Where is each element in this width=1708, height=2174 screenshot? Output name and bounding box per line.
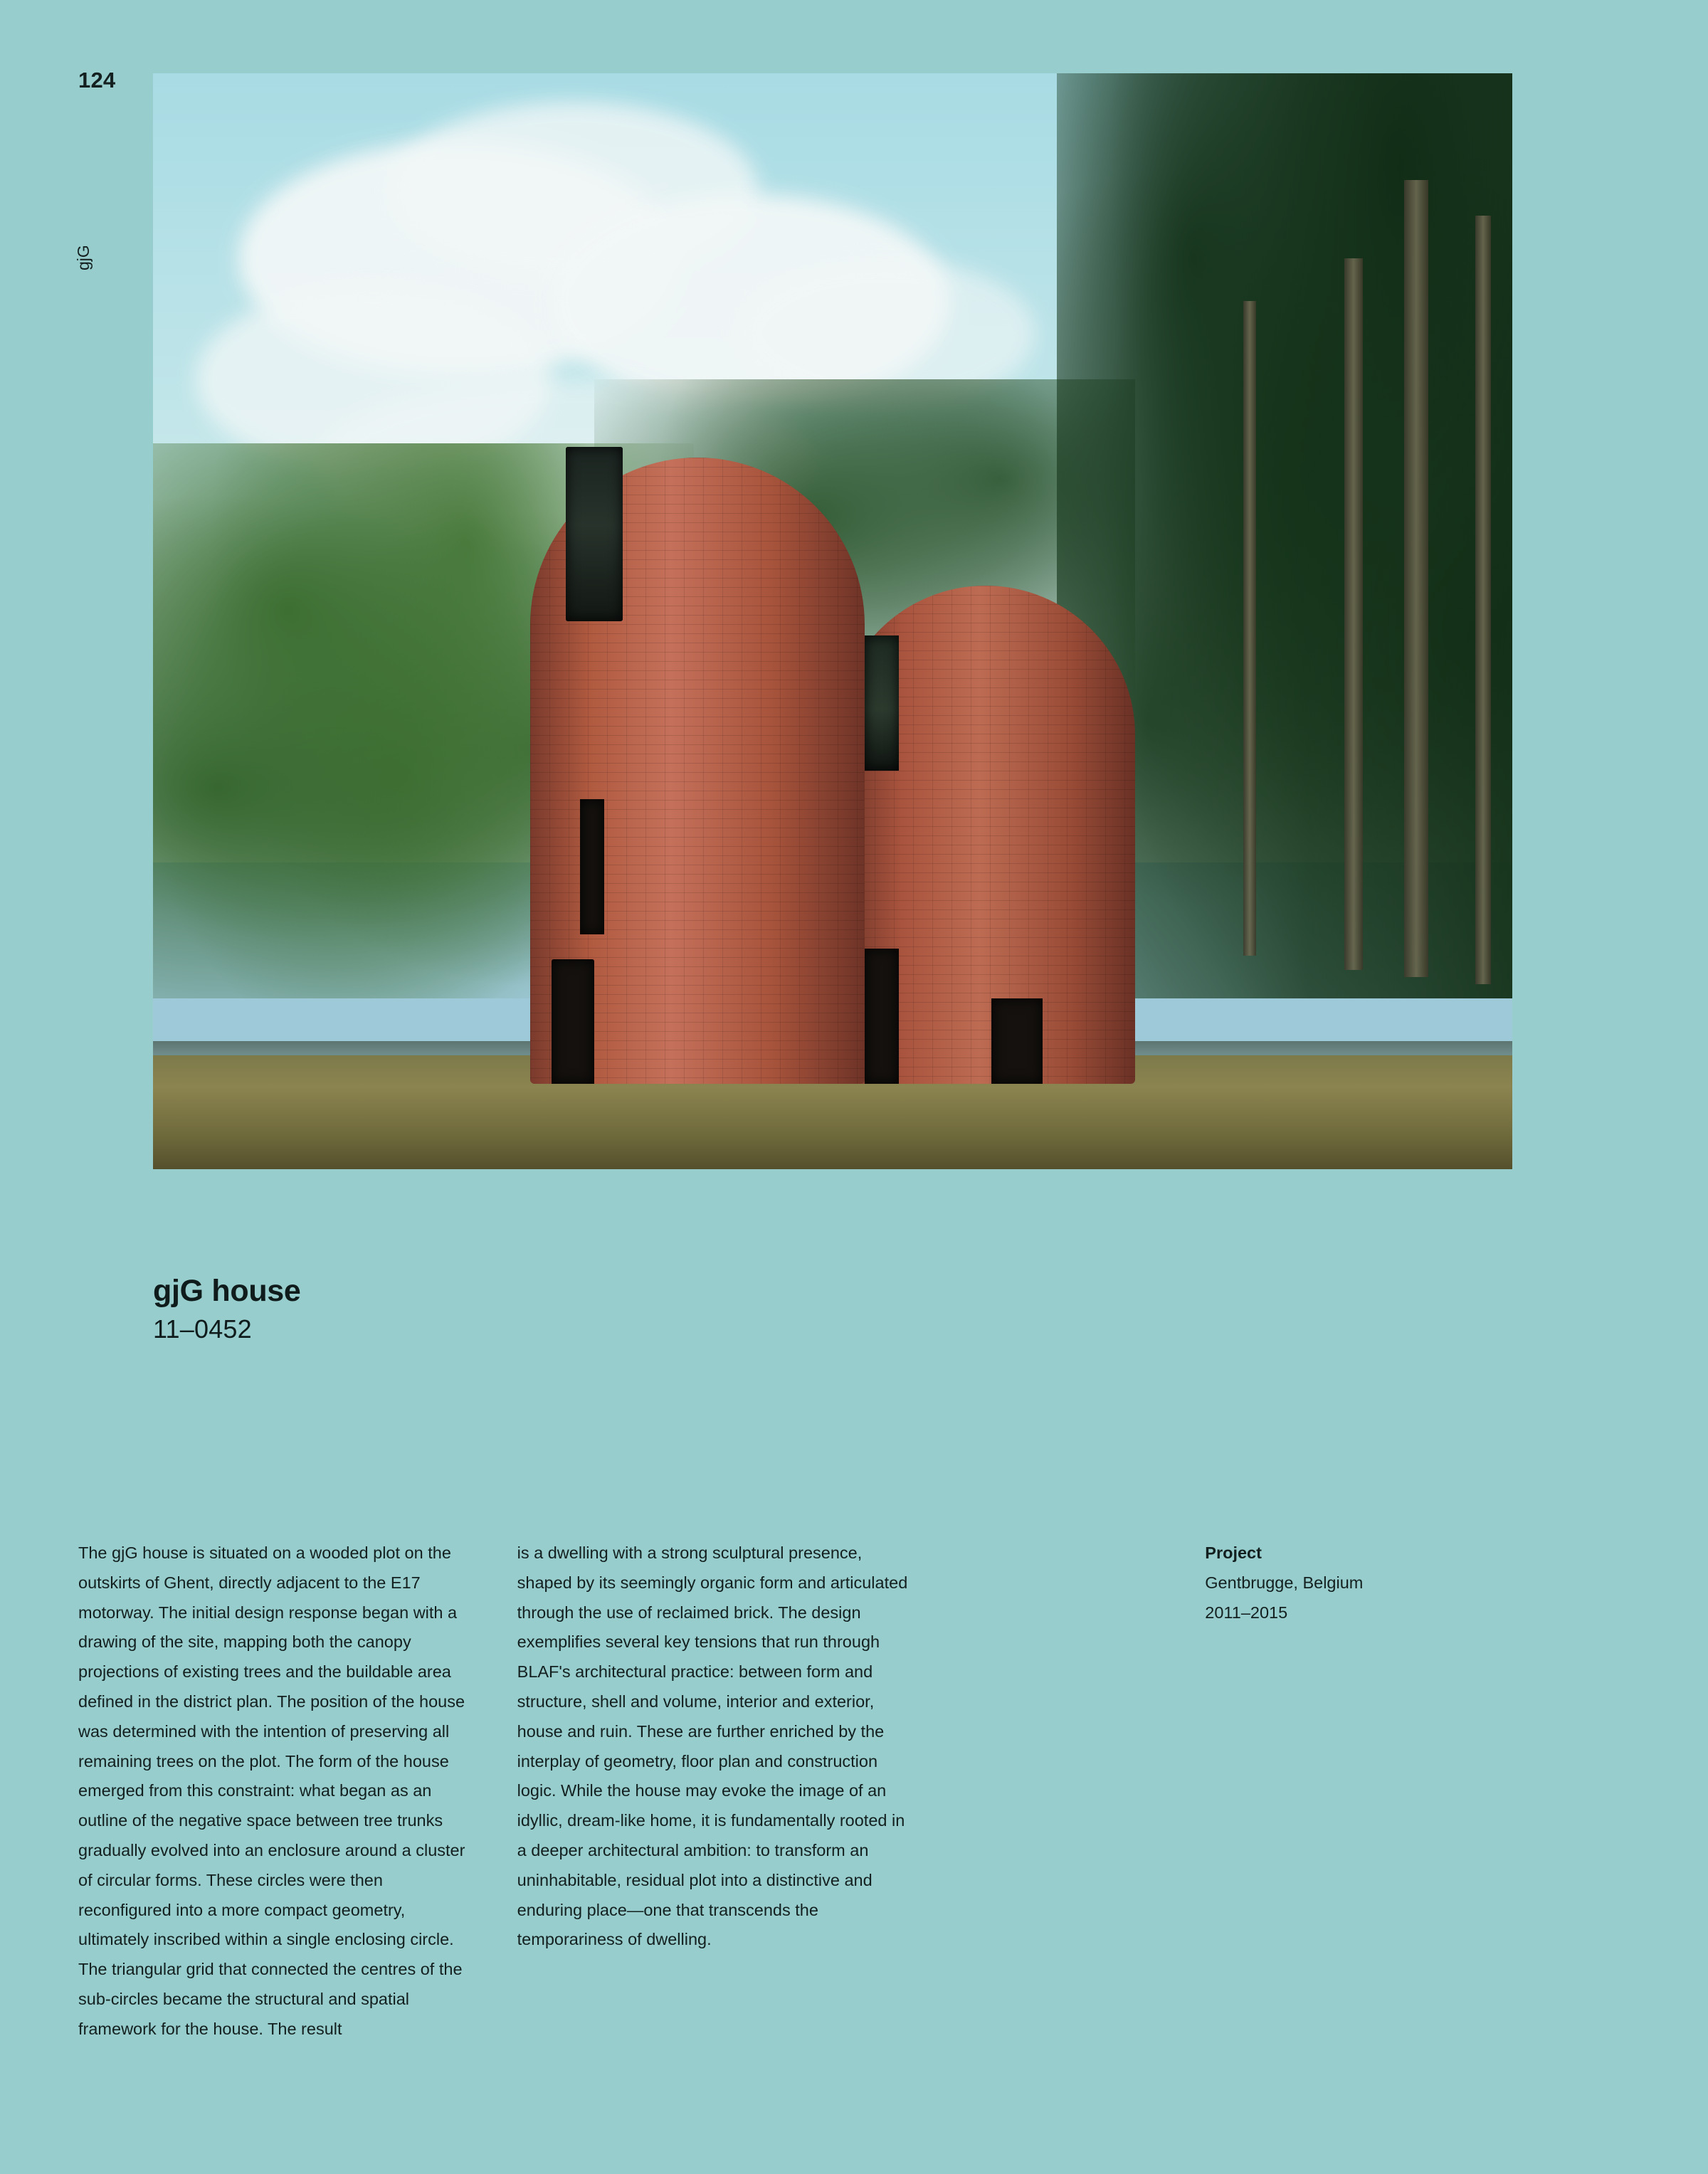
window-opening [552,959,594,1084]
project-code: 11–0452 [153,1314,252,1344]
tree-trunk [1404,180,1428,977]
window-opening [865,635,899,771]
caption-block [153,1274,301,1344]
page-number: 124 [78,68,116,93]
metadata-years: 2011–2015 [1205,1603,1288,1622]
project-title: gjG house [153,1274,301,1308]
body-paragraph: is a dwelling with a strong sculptural presence, shaped by its seemingly organic form and articulated through the use of reclaimed brick. The design exemplifies several key tensions that run through BLAF's architectural practice: between form and structure, shell and volume, interior and exterior, house and ruin. These are further enriched by the interplay of geometry, floor plan and construction logic. While the house may evoke the image of an idyllic, dream-like home, it is fundamentally rooted in a deeper architectural ambition: to transform an uninhabitable, residual plot into a distinctive and enduring place—one that transcends the temporariness of dwelling. [517,1544,908,1949]
tree-trunk [1243,301,1256,956]
body-column-1 [78,1539,496,2044]
window-opening [991,998,1043,1084]
body-column-2 [496,1539,935,2044]
running-head: gjG [74,245,93,270]
body-text-columns [78,1539,1630,2044]
window-opening [566,447,623,621]
project-metadata [934,1539,1630,2044]
window-opening [865,949,899,1084]
window-opening [580,799,604,934]
tree-trunk [1475,216,1491,984]
project-photograph [153,73,1512,1169]
tree-trunk [1344,258,1363,970]
metadata-heading: Project [1205,1544,1262,1562]
metadata-location: Gentbrugge, Belgium [1205,1573,1364,1592]
body-paragraph: The gjG house is situated on a wooded plot on the outskirts of Ghent, directly adjacent to the E17 motorway. The initial design response began with a drawing of the site, mapping both the canopy projections of existing trees and the buildable area defined in the district plan. The position of the house was determined with the intention of preserving all remaining trees on the plot. The form of the house emerged from this constraint: what began as an outline of the negative space between tree trunks gradually evolved into an enclosure around a cluster of circular forms. These circles were then reconfigured into a more compact geometry, ultimately inscribed within a single enclosing circle. The triangular grid that connected the centres of the sub-circles became the structural and spatial framework for the house. The result [78,1544,465,2038]
